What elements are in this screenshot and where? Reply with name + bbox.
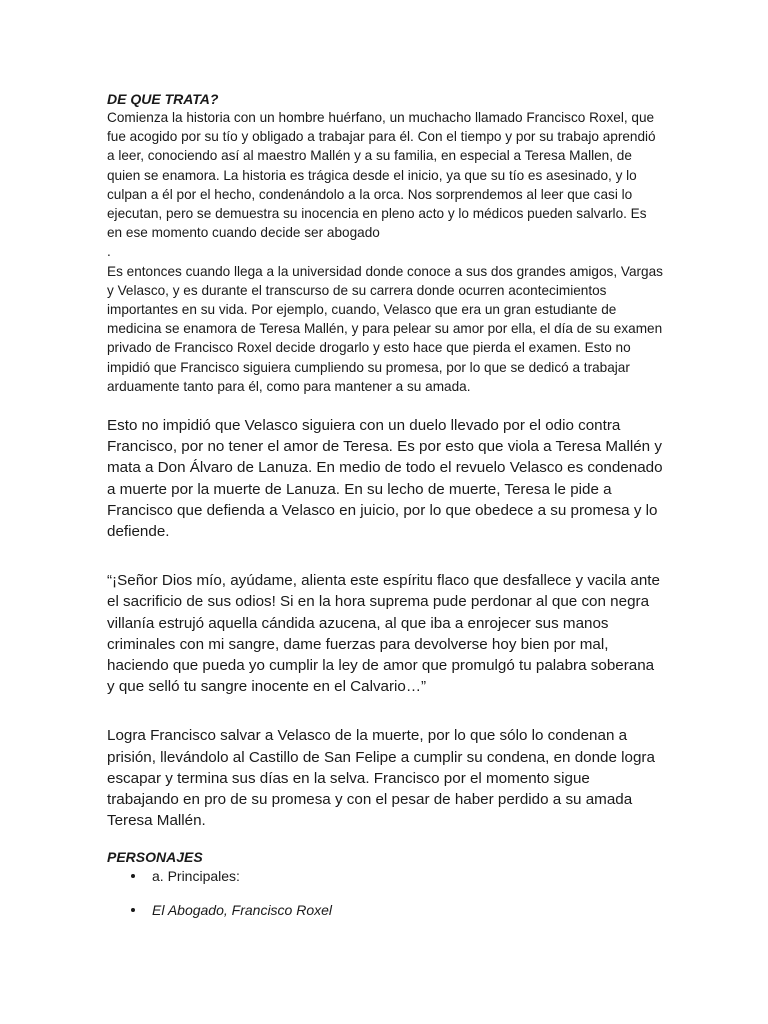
section-personajes — [107, 848, 663, 920]
list-item — [107, 900, 663, 920]
character-list — [107, 866, 663, 920]
paragraph-university: Es entonces cuando llega a la universidad donde conoce a sus dos grandes amigos, Vargas y Velasco, y es durante el transcurso de su carrera donde ocurren acontecimientos importantes en su vida. Por ejemplo, cuando, Velasco que era un gran estudiante de medicina se enamora de Teresa Mallén, y para pelear su amor por ella, el día de su examen privado de Francisco Roxel decide drogarlo y esto hace que pierda el examen. Esto no impidió que Francisco siguiera cumpliendo su promesa, por lo que se dedicó a trabajar arduamente tanto para él, como para mantener a su amada. — [107, 263, 663, 394]
paragraph-duel: Esto no impidió que Velasco siguiera con un duelo llevado por el odio contra Francisco, por no tener el amor de Teresa. Es por esto que viola a Teresa Mallén y mata a Don Álvaro de Lanuza. En medio de todo el revuelo Velasco es condenado a muerte por la muerte de Lanuza. En su lecho de muerte, Teresa le pide a Francisco que defienda a Velasco en juicio, por lo que obedece a su promesa y lo defiende. — [107, 417, 663, 541]
paragraph-quote: “¡Señor Dios mío, ayúdame, alienta este espíritu flaco que desfallece y vacila ante el sacrificio de sus odios! Si en la hora suprema pude perdonar al que con negra villanía estrujó aquella cándida azucena, al que iba a enrojecer sus manos criminales con mi sangre, dame fuerzas para devolverse hoy bien por mal, haciendo que pueda yo cumplir la ley de amor que promulgó tu palabra soberana y que selló tu sangre inocente en el Calvario…” — [107, 572, 660, 696]
heading-personajes: PERSONAJES — [107, 849, 203, 865]
bullet-dot-icon — [131, 908, 135, 912]
list-item-label: El Abogado, Francisco Roxel — [152, 902, 333, 918]
summary-small-block — [107, 108, 663, 396]
document-page — [107, 90, 663, 832]
heading-de-que-trata: DE QUE TRATA? — [107, 91, 219, 107]
paragraph-separator: . — [107, 244, 111, 260]
paragraph-intro: Comienza la historia con un hombre huérfano, un muchacho llamado Francisco Roxel, que fue acogido por su tío y obligado a trabajar para él. Con el tiempo y por su trabajo aprendió a leer, conociendo así al maestro Mallén y a su familia, en especial a Teresa Mallen, de quien se enamora. La historia es trágica desde el inicio, ya que su tío es asesinado, y lo culpan a él por el hecho, condenándolo a la orca. Nos sorprendemos al leer que casi lo ejecutan, pero se demuestra su inocencia en pleno acto y lo médicos pueden salvarlo. Es en ese momento cuando decide ser abogado — [107, 110, 656, 241]
list-item-label: a. Principales: — [152, 868, 240, 884]
summary-large-block — [107, 415, 663, 831]
list-item — [107, 866, 663, 886]
bullet-dot-icon — [131, 874, 135, 878]
paragraph-ending: Logra Francisco salvar a Velasco de la muerte, por lo que sólo lo condenan a prisión, llevándolo al Castillo de San Felipe a cumplir su condena, en donde logra escapar y termina sus días en la selva. Francisco por el momento sigue trabajando en pro de su promesa y con el pesar de haber perdido a su amada Teresa Mallén. — [107, 727, 655, 830]
